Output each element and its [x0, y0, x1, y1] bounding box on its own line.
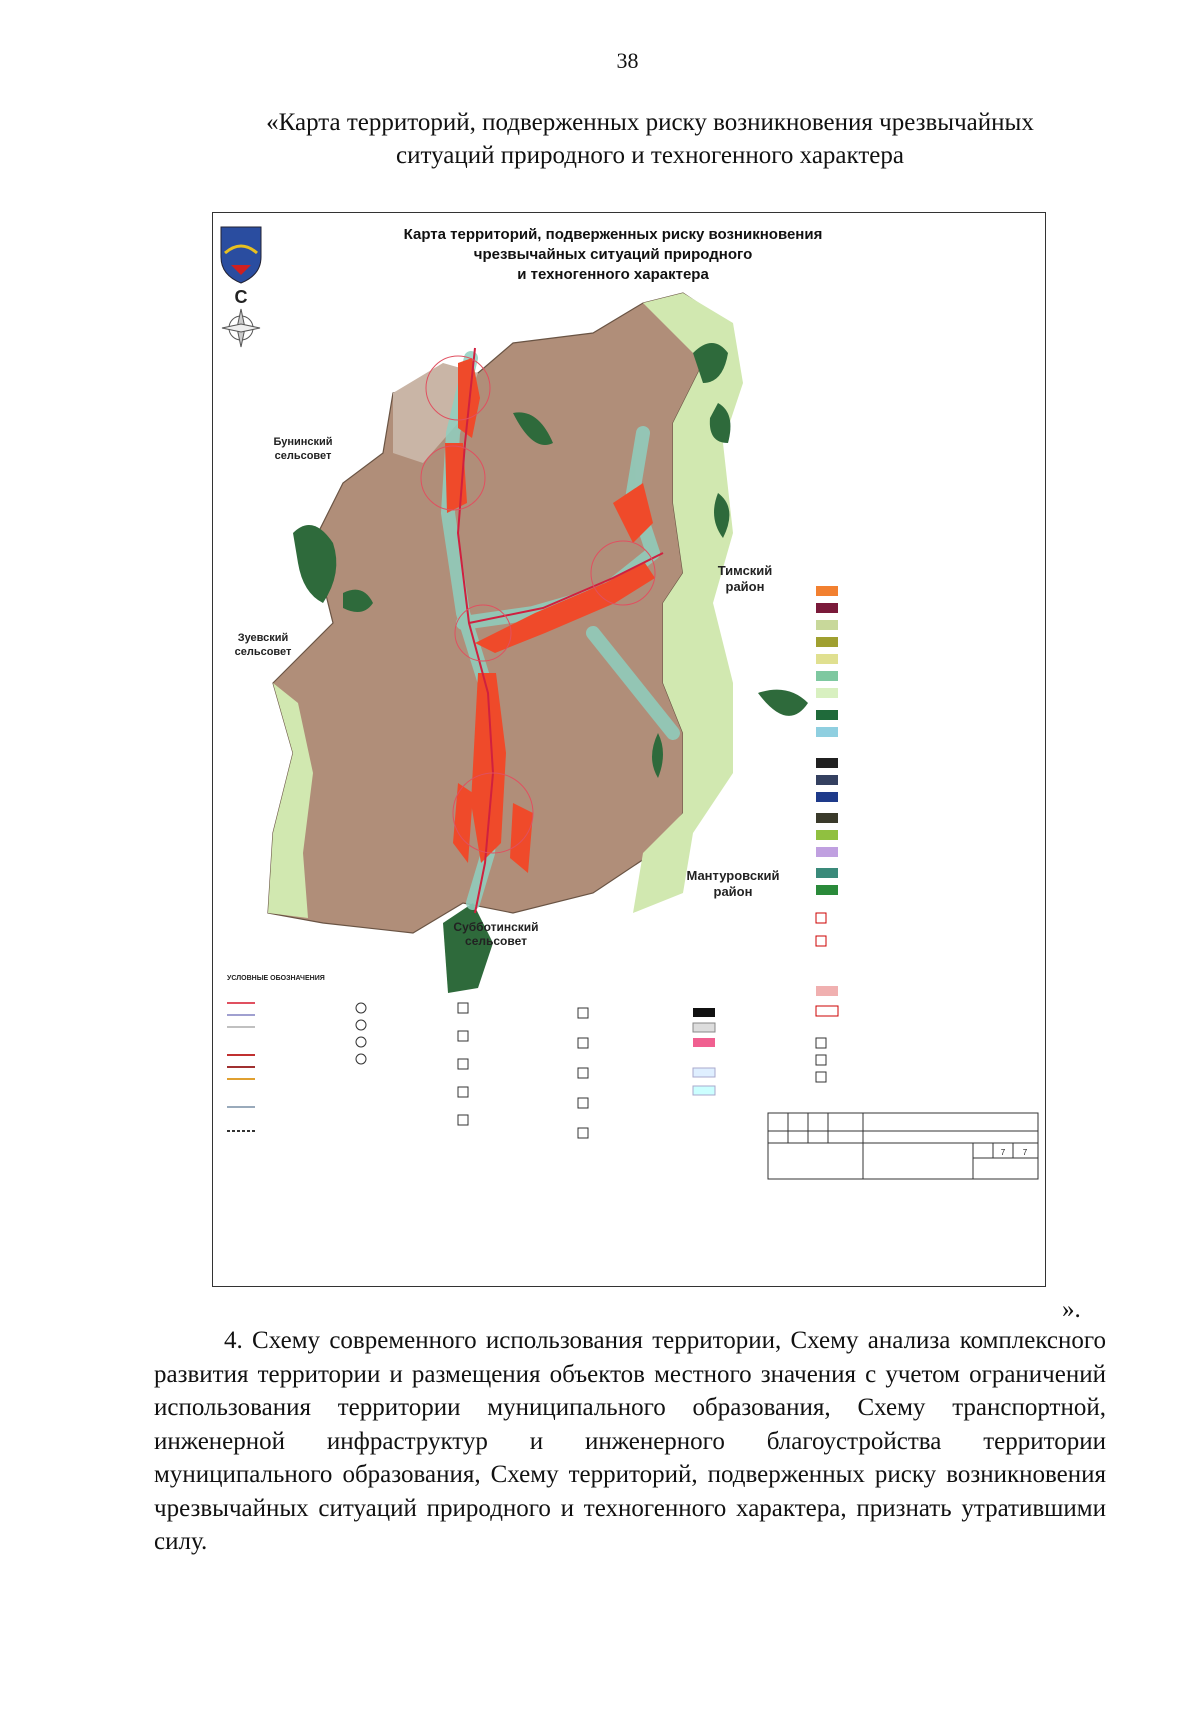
map-title-line-3: и техногенного характера [517, 266, 709, 283]
risk-map-figure [212, 212, 1046, 1287]
label-zuevo-line-2: сельсовет [234, 646, 292, 658]
map-title [404, 226, 823, 283]
label-mantur-line-1: Мантуровский [686, 868, 780, 883]
closing-quote: ». [1062, 1296, 1081, 1323]
body-paragraph: 4. Схему современного использования территории, Схему анализа комплексного развития территории и размещения объектов местного значения с учетом ограничений использования территории муниципального образования, Схему транспортной, инженерной инфраструктур и инженерного благоустройства территории муниципального образования, Схему территорий, подверженных риску возникновения чрезвычайных ситуаций природного и техногенного характера, признать утратившими силу. [154, 1327, 1106, 1555]
page-number: 38 [616, 48, 639, 73]
label-zuevo-line-1: Зуевский [237, 632, 289, 644]
legend-building-swatches [693, 1008, 715, 1095]
label-tim-line-2: район [725, 579, 765, 594]
label-tim-line-1: Тимский [717, 563, 773, 578]
stamp-sheet-total: 7 [1022, 1148, 1028, 1157]
legend-symbols-bottom [356, 1003, 588, 1138]
document-title-line-2: ситуаций природного и техногенного характера [396, 142, 904, 169]
document-title [150, 106, 1150, 172]
label-bunino-line-1: Бунинский [273, 436, 333, 448]
coat-of-arms-icon [221, 227, 261, 283]
document-title-line-1: «Карта территорий, подверженных риску возникновения чрезвычайных [266, 109, 1034, 136]
stamp-sheet-number: 7 [1000, 1148, 1006, 1157]
legend-lines-bottom [227, 1003, 255, 1131]
map-title-line-1: Карта территорий, подверженных риску возникновения [403, 226, 823, 243]
label-mantur-line-2: район [713, 884, 753, 899]
label-subbot-line-1: Субботинский [453, 920, 539, 934]
compass-rose-icon [222, 309, 260, 347]
compass-north-letter: С [234, 287, 248, 307]
drawing-title-block [768, 1113, 1038, 1179]
label-bunino-line-2: сельсовет [274, 450, 332, 462]
map-title-line-2: чрезвычайных ситуаций природного [473, 246, 753, 263]
legend-header: УСЛОВНЫЕ ОБОЗНАЧЕНИЯ [227, 975, 325, 982]
legend-swatches-right [816, 586, 838, 1082]
label-subbot-line-2: сельсовет [465, 934, 527, 948]
risk-map-svg [213, 213, 1045, 1286]
